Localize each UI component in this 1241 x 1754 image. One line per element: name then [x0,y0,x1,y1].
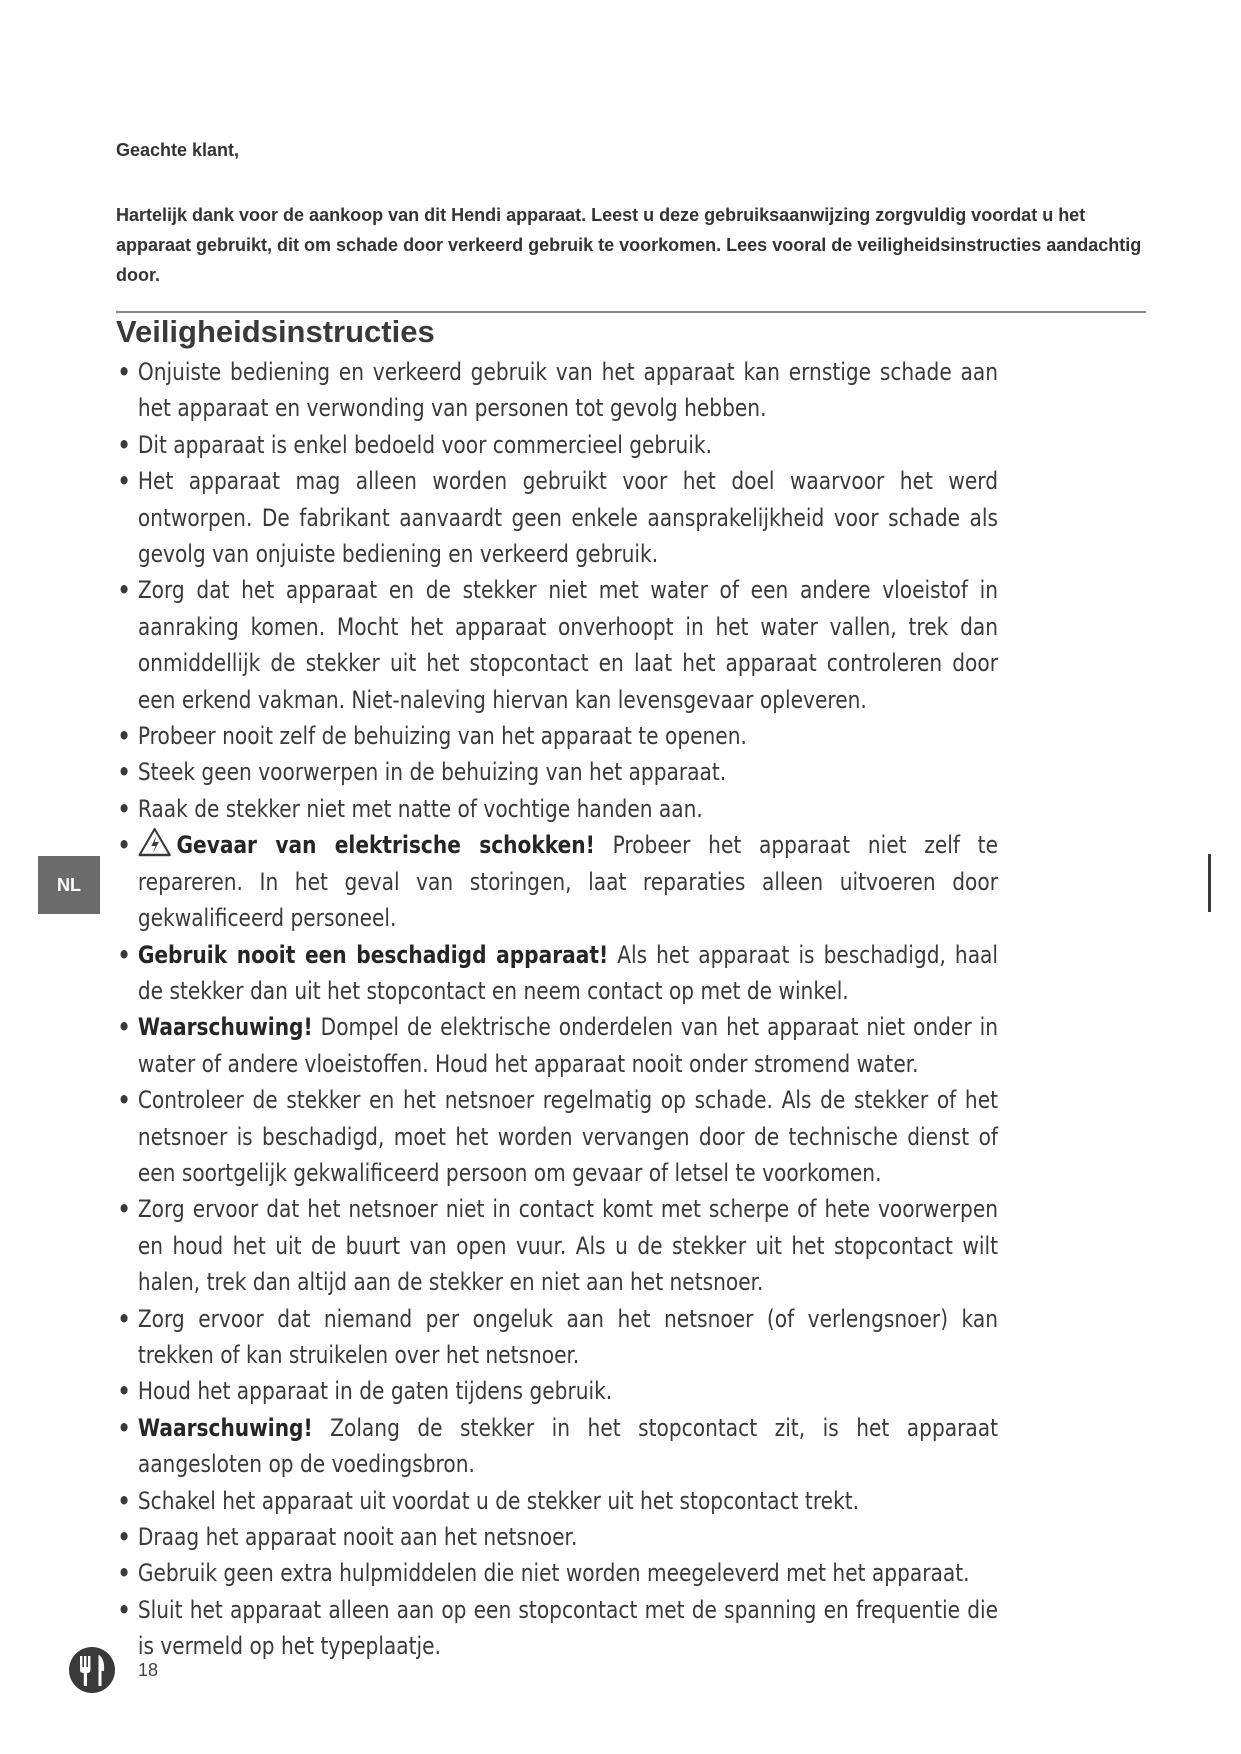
item-bold: Gebruik nooit een beschadigd apparaat! [137,940,609,969]
item-bold: Waarschuwing! [137,1413,313,1442]
list-item: • Houd het apparaat in de gaten tijdens gebruik. [117,1377,613,1406]
item-text: Onjuiste bediening en verkeerd gebruik van het apparaat kan ernstige schade aan het apparaat en verwonding van personen tot gevolg hebben. [137,358,999,423]
item-text: Sluit het apparaat alleen aan op een stopcontact met de spanning en frequentie die is vermeld op het typeplaatje. [137,1595,999,1661]
list-item: • Waarschuwing! Zolang de stekker in het stopcontact zit, is het apparaat aangesloten op de voedingsbron. [117,1413,998,1479]
item-text: Raak de stekker niet met natte of vochtige handen aan. [137,794,703,823]
item-text: Als het apparaat is beschadigd, haal de stekker dan uit het stopcontact en neem contact op met de winkel. [137,940,999,1005]
item-text: Gebruik geen extra hulpmiddelen die niet worden meegeleverd met het apparaat. [137,1559,970,1588]
item-text: Draag het apparaat nooit aan het netsnoer. [137,1523,578,1551]
item-text: Het apparaat mag alleen worden gebruikt voor het doel waarvoor het werd ontworpen. De fabrikant aanvaardt geen enkele aansprakelijkheid voor schade als gevolg van onjuiste bediening en verkeerd gebruik. [137,467,999,569]
list-item: • Probeer nooit zelf de behuizing van het apparaat te openen. [117,722,747,751]
page-number: 18 [138,1660,159,1680]
list-item: • Gebruik nooit een beschadigd apparaat! Als het apparaat is beschadigd, haal de stekker dan uit het stopcontact en neem contact op met de winkel. [117,940,999,1005]
list-item: • Draag het apparaat nooit aan het netsnoer. [117,1523,578,1551]
list-item: • Zorg ervoor dat het netsnoer niet in contact komt met scherpe of hete voorwerpen en houd het uit de buurt van open vuur. Als u de stekker uit het stopcontact wilt halen, trek dan altijd aan de stekker en niet aan het netsnoer. [117,1195,999,1297]
language-tab: NL [38,856,100,914]
cutlery-logo-icon [68,1646,116,1694]
item-text: Probeer het apparaat niet zelf te repareren. In het geval van storingen, laat reparaties alleen uitvoeren door gekwalificeerd personeel. [137,831,999,933]
section-heading: Veiligheidsinstructies [116,314,435,349]
divider [116,311,1146,313]
list-item: • Steek geen voorwerpen in de behuizing van het apparaat. [117,758,727,787]
item-text: Zolang de stekker in het stopcontact zit, is het apparaat aangesloten op de voedingsbron. [137,1413,998,1479]
list-item: • Zorg dat het apparaat en de stekker niet met water of een andere vloeistof in aanraking komen. Mocht het apparaat onverhoopt in het water vallen, trek dan onmiddellijk de stekker uit het stopcontact en laat het apparaat controleren door een erkend vakman. Niet-naleving hiervan kan levensgevaar opleveren. [117,576,999,714]
item-bold: Waarschuwing! [137,1013,313,1042]
list-item: • Zorg ervoor dat niemand per ongeluk aan het netsnoer (of verlengsnoer) kan trekken of kan struikelen over het netsnoer. [117,1304,999,1369]
list-item: • Waarschuwing! Dompel de elektrische onderdelen van het apparaat niet onder in water of andere vloeistoffen. Houd het apparaat nooit onder stromend water. [117,1013,998,1078]
intro-paragraph: Hartelijk dank voor de aankoop van dit Hendi apparaat. Leest u deze gebruiksaanwijzing zorgvuldig voordat u het apparaat gebruikt, dit om schade door verkeerd gebruik te voorkomen. Lees vooral de veiligheidsinstructies aandachtig door. [116,205,1142,285]
item-text: Zorg ervoor dat niemand per ongeluk aan het netsnoer (of verlengsnoer) kan trekken of kan struikelen over het netsnoer. [137,1304,999,1369]
item-text: Controleer de stekker en het netsnoer regelmatig op schade. Als de stekker of het netsnoer is beschadigd, moet het worden vervangen door de technische dienst of een soortgelijk gekwalificeerd persoon om gevaar of letsel te voorkomen. [137,1086,999,1187]
item-text: Steek geen voorwerpen in de behuizing van het apparaat. [137,758,727,787]
list-item: • Controleer de stekker en het netsnoer regelmatig op schade. Als de stekker of het netsnoer is beschadigd, moet het worden vervangen door de technische dienst of een soortgelijk gekwalificeerd persoon om gevaar of letsel te voorkomen. [117,1086,999,1187]
item-text: Houd het apparaat in de gaten tijdens gebruik. [137,1377,613,1406]
list-item: • Gebruik geen extra hulpmiddelen die niet worden meegeleverd met het apparaat. [117,1559,970,1588]
margin-marker [1208,854,1211,912]
list-item: • Schakel het apparaat uit voordat u de stekker uit het stopcontact trekt. [117,1486,860,1515]
safety-instructions-list [116,354,998,1665]
greeting: Geachte klant, [116,140,240,160]
list-item: • Dit apparaat is enkel bedoeld voor commercieel gebruik. [117,430,712,459]
item-text: Zorg dat het apparaat en de stekker niet met water of een andere vloeistof in aanraking komen. Mocht het apparaat onverhoopt in het water vallen, trek dan onmiddellijk de stekker uit het stopcontact en laat het apparaat controleren door een erkend vakman. Niet-naleving hiervan kan levensgevaar opleveren. [137,576,999,714]
item-text: Dit apparaat is enkel bedoeld voor commercieel gebruik. [137,430,712,459]
list-item: • Het apparaat mag alleen worden gebruikt voor het doel waarvoor het werd ontworpen. De fabrikant aanvaardt geen enkele aansprakelijkheid voor schade als gevolg van onjuiste bediening en verkeerd gebruik. [117,467,999,569]
list-item: • Gevaar van elektrische schokken! Probeer het apparaat niet zelf te repareren. In het geval van storingen, laat reparaties alleen uitvoeren door gekwalificeerd personeel. [116,827,998,936]
item-text: Probeer nooit zelf de behuizing van het apparaat te openen. [137,722,747,751]
item-text: Schakel het apparaat uit voordat u de stekker uit het stopcontact trekt. [137,1486,860,1515]
item-text: Dompel de elektrische onderdelen van het apparaat niet onder in water of andere vloeistoffen. Houd het apparaat nooit onder stromend water. [137,1013,998,1078]
item-bold: Gevaar van elektrische schokken! [176,831,595,860]
list-item: • Sluit het apparaat alleen aan op een stopcontact met de spanning en frequentie die is vermeld op het typeplaatje. [117,1595,999,1661]
list-item: • Raak de stekker niet met natte of vochtige handen aan. [117,794,703,823]
item-text: Zorg ervoor dat het netsnoer niet in contact komt met scherpe of hete voorwerpen en houd het uit de buurt van open vuur. Als u de stekker uit het stopcontact wilt halen, trek dan altijd aan de stekker en niet aan het netsnoer. [137,1195,999,1297]
list-item: • Onjuiste bediening en verkeerd gebruik van het apparaat kan ernstige schade aan het apparaat en verwonding van personen tot gevolg hebben. [117,358,999,423]
electric-shock-warning-icon [138,827,172,857]
